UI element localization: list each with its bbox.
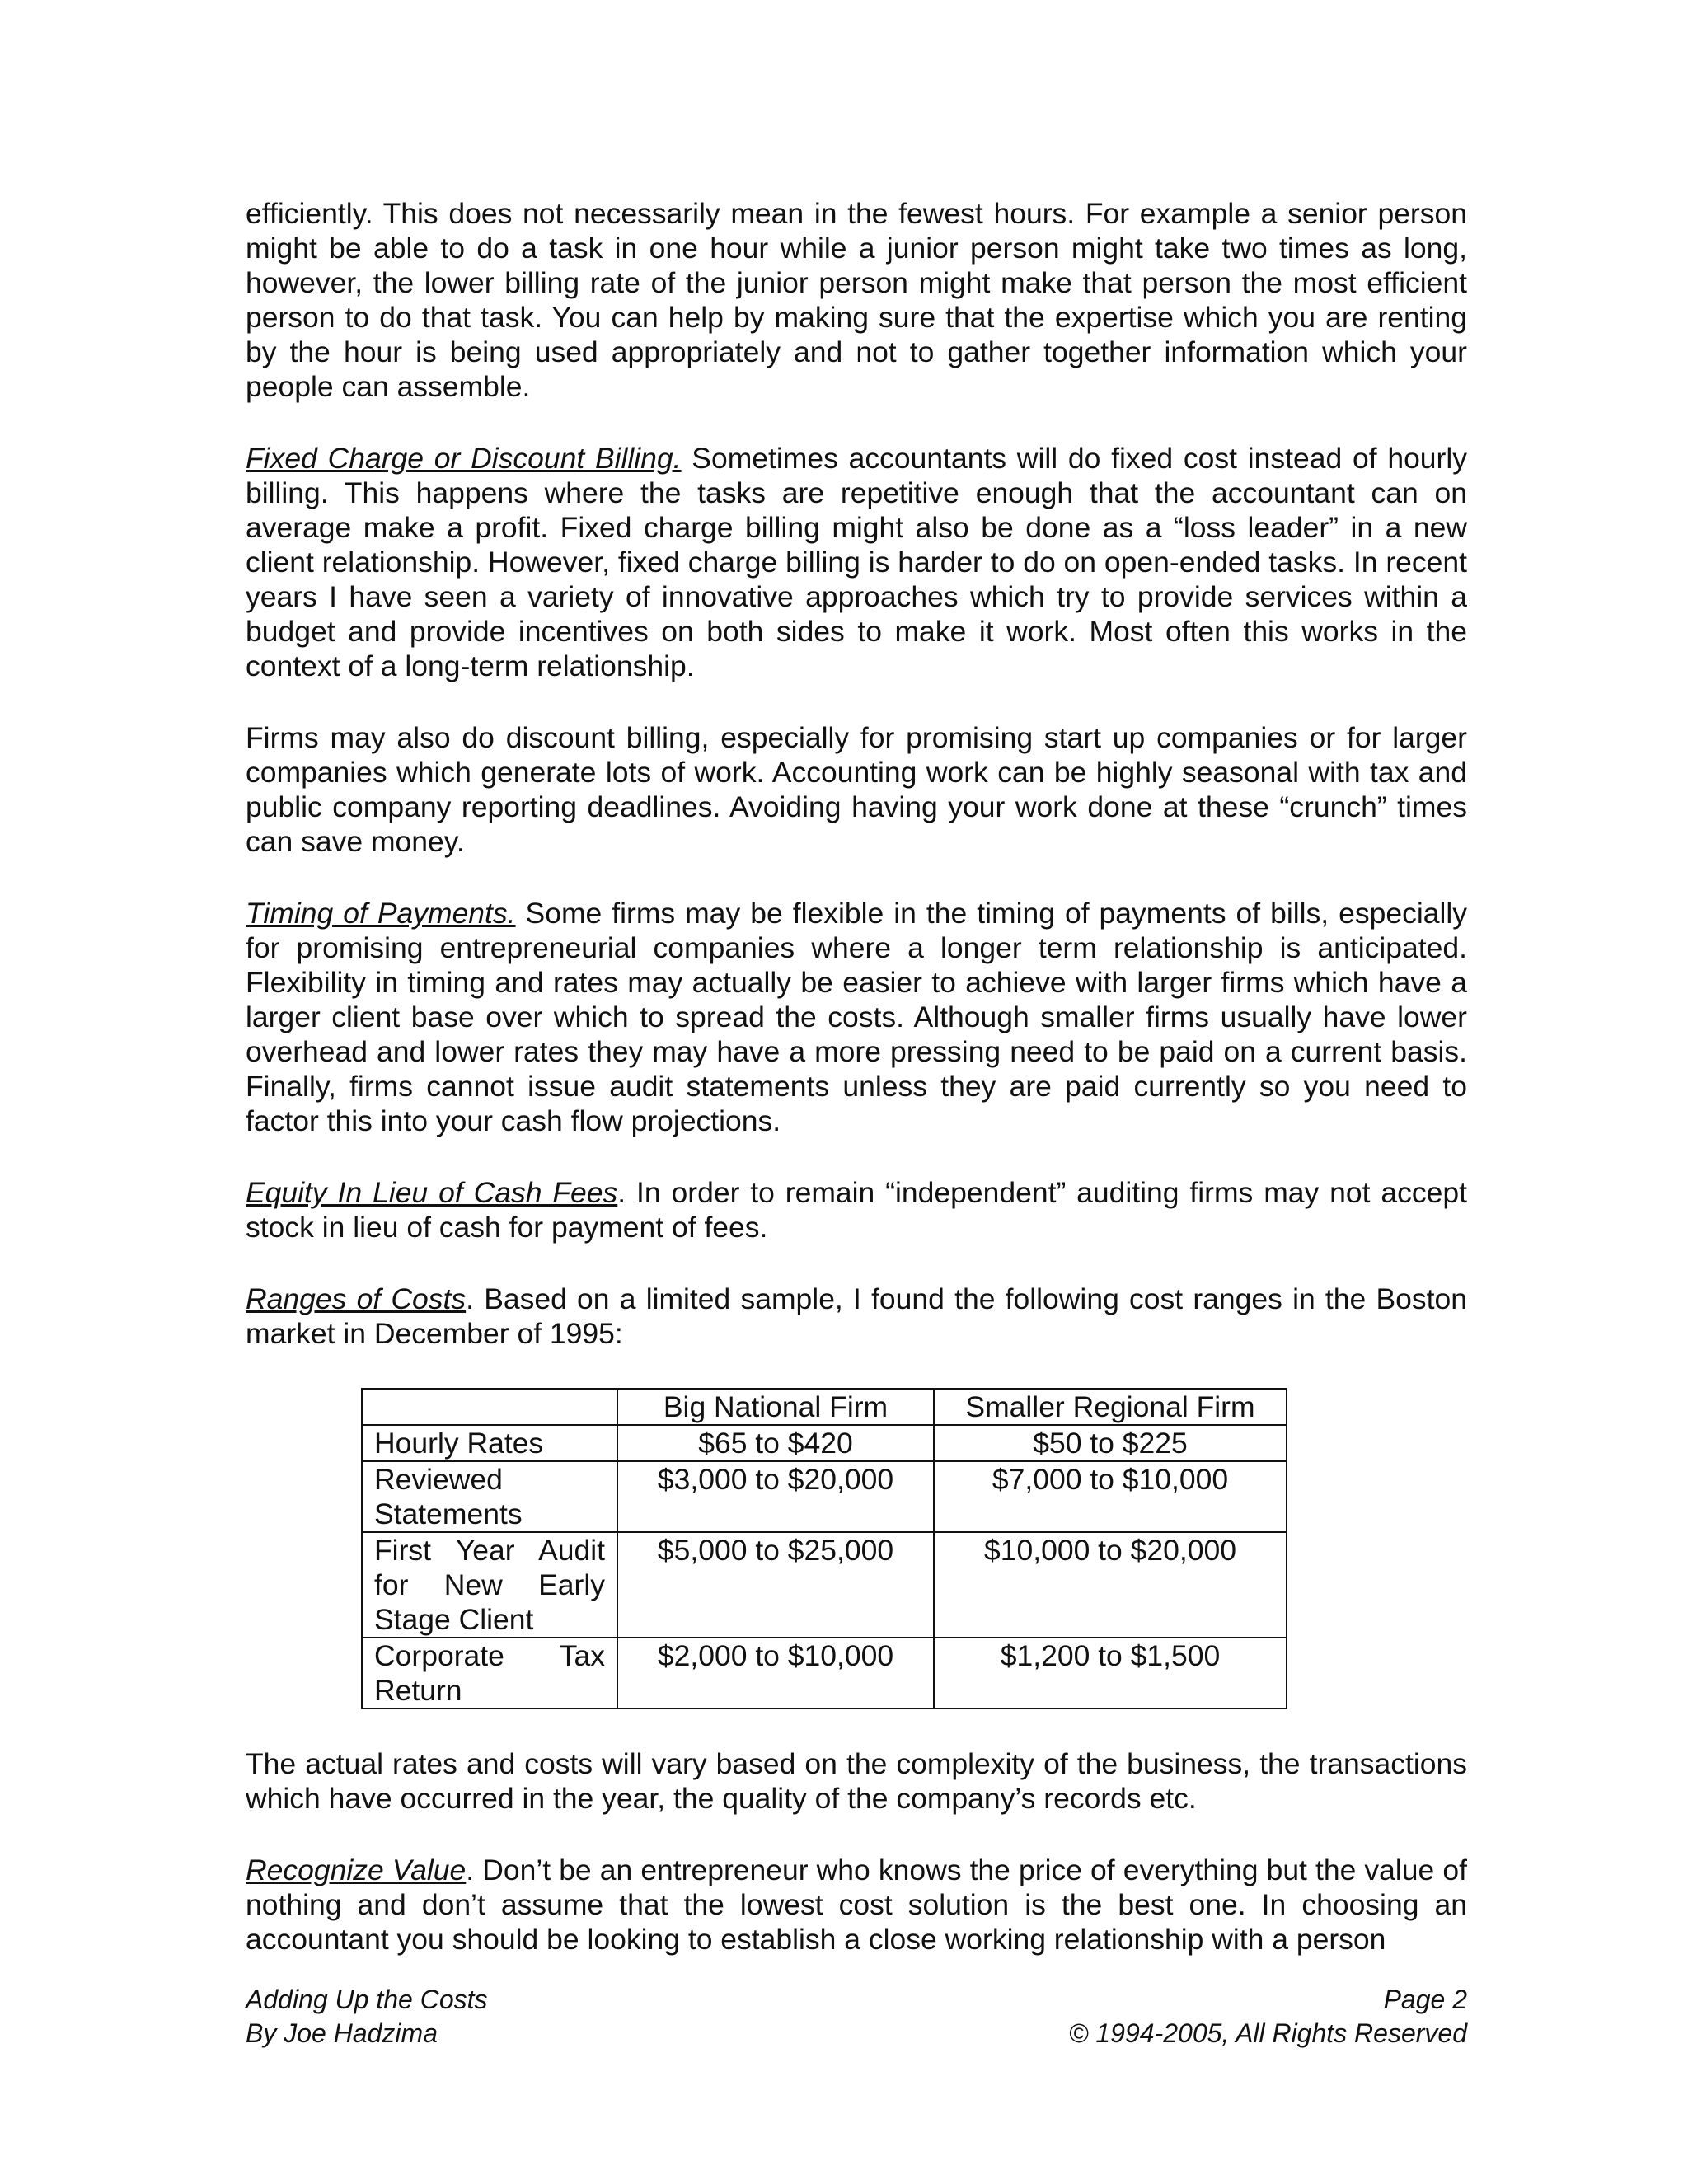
paragraph-equity-body: . In order to remain “independent” auditing firms may not accept stock in lieu of cash for payment of fees. <box>246 1176 1467 1244</box>
paragraph-discount-billing: Firms may also do discount billing, especially for promising start up companies or for larger companies which generate lots of work. Accounting work can be highly seasonal with tax and public company reporting deadlines. Avoiding having your work done at these “crunch” times can save money. <box>246 721 1467 858</box>
table-cell: $65 to $420 <box>617 1425 934 1461</box>
table-header-cell <box>362 1389 617 1425</box>
table-cell: $5,000 to $25,000 <box>617 1532 934 1638</box>
heading-timing-payments: Timing of Payments. <box>246 897 516 930</box>
table-cell: $50 to $225 <box>934 1425 1287 1461</box>
table-cell-label: Corporate Tax Return <box>362 1638 617 1708</box>
table-cell: $7,000 to $10,000 <box>934 1461 1287 1532</box>
paragraph-fixed-charge <box>246 441 1467 683</box>
paragraph-recognize-value-body: . Don’t be an entrepreneur who knows the price of everything but the value of nothing and don’t assume that the lowest cost solution is the best one. In choosing an accountant you should be looking to establish a close working relationship with a person <box>246 1854 1467 1956</box>
page-footer <box>246 1983 1467 2050</box>
table-header-cell: Big National Firm <box>617 1389 934 1425</box>
table-cell: $2,000 to $10,000 <box>617 1638 934 1708</box>
table-row <box>362 1425 1287 1461</box>
paragraph-efficiency: efficiently. This does not necessarily mean in the fewest hours. For example a senior person might be able to do a task in one hour while a junior person might take two times as long, however, the lower billing rate of the junior person might make that person the most efficient person to do that task. You can help by making sure that the expertise which you are renting by the hour is being used appropriately and not to gather together information which your people can assemble. <box>246 197 1467 403</box>
table-row <box>362 1532 1287 1638</box>
table-cell-label: Hourly Rates <box>362 1425 617 1461</box>
paragraph-fixed-charge-body: Sometimes accountants will do fixed cost instead of hourly billing. This happens where the tasks are repetitive enough that the accountant can on average make a profit. Fixed charge billing might also be done as a “loss leader” in a new client relationship. However, fixed charge billing is harder to do on open-ended tasks. In recent years I have seen a variety of innovative approaches which try to provide services within a budget and provide incentives on both sides to make it work. Most often this works in the context of a long-term relationship. <box>246 442 1468 682</box>
paragraph-equity <box>246 1175 1467 1244</box>
heading-equity: Equity In Lieu of Cash Fees <box>246 1176 618 1209</box>
table-cell-label: First Year Audit for New Early Stage Client <box>362 1532 617 1638</box>
paragraph-actual-rates: The actual rates and costs will vary based on the complexity of the business, the transactions which have occurred in the year, the quality of the company’s records etc. <box>246 1747 1467 1815</box>
paragraph-ranges-body: . Based on a limited sample, I found the following cost ranges in the Boston market in December of 1995: <box>246 1282 1467 1350</box>
heading-fixed-charge: Fixed Charge or Discount Billing. <box>246 442 682 475</box>
table-row <box>362 1638 1287 1708</box>
footer-page-number: Page 2 <box>1383 1985 1467 2014</box>
table-cell: $10,000 to $20,000 <box>934 1532 1287 1638</box>
table-cell-label: Reviewed Statements <box>362 1461 617 1532</box>
paragraph-ranges <box>246 1282 1467 1351</box>
table-row <box>362 1461 1287 1532</box>
footer-title: Adding Up the Costs <box>246 1985 488 2014</box>
footer-row-top <box>246 1983 1467 2017</box>
table-cell: $3,000 to $20,000 <box>617 1461 934 1532</box>
paragraph-recognize-value <box>246 1853 1467 1957</box>
table-header-cell: Smaller Regional Firm <box>934 1389 1287 1425</box>
table-cell: $1,200 to $1,500 <box>934 1638 1287 1708</box>
footer-author: By Joe Hadzima <box>246 2018 438 2048</box>
heading-recognize-value: Recognize Value <box>246 1854 467 1886</box>
paragraph-timing-payments-body: Some firms may be flexible in the timing of payments of bills, especially for promising entrepreneurial companies where a longer term relationship is anticipated. Flexibility in timing and rates may actually be easier to achieve with larger firms which have a larger client base over which to spread the costs. Although smaller firms usually have lower overhead and lower rates they may have a more pressing need to be paid on a current basis. Finally, firms cannot issue audit statements unless they are paid currently so you need to factor this into your cash flow projections. <box>246 897 1467 1137</box>
footer-copyright: © 1994-2005, All Rights Reserved <box>1068 2018 1467 2048</box>
table-header-row <box>362 1389 1287 1425</box>
paragraph-timing-payments <box>246 896 1467 1138</box>
document-body <box>246 196 1467 1994</box>
footer-row-bottom <box>246 2017 1467 2050</box>
heading-ranges: Ranges of Costs <box>246 1282 467 1315</box>
cost-range-table <box>361 1388 1287 1709</box>
